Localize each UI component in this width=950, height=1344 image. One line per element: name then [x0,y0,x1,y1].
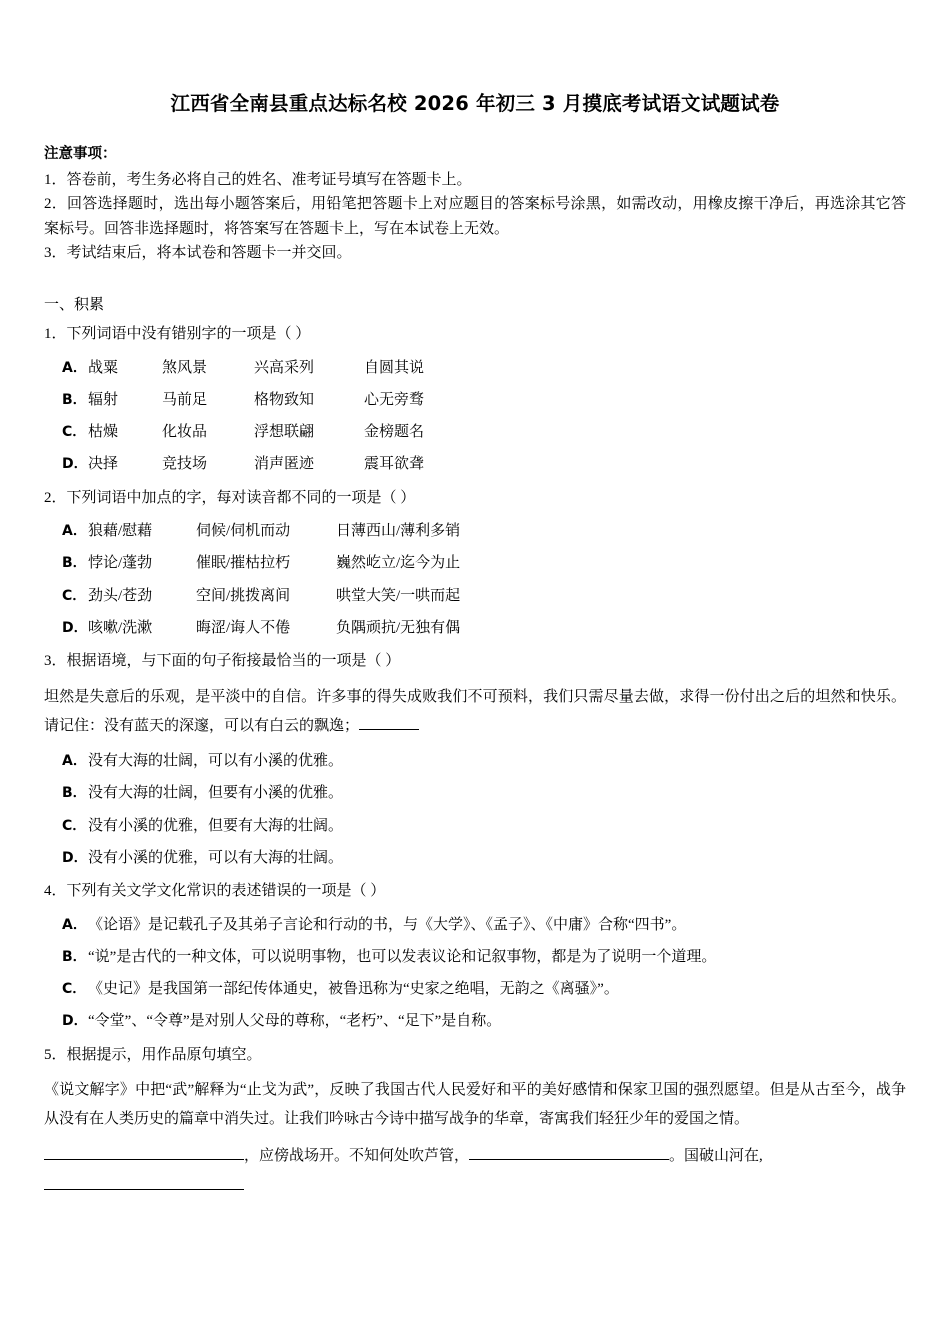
option-cell: 化妆品 [162,424,208,441]
option-cell: 日薄西山/薄利多销 [336,523,461,540]
option-cell: 震耳欲聋 [364,456,425,473]
option-cell: 煞风景 [162,359,208,376]
option-row[interactable] [62,750,906,773]
option-row[interactable] [62,552,906,575]
option-cell: 心无旁骛 [364,391,425,408]
option-list [44,520,906,640]
option-label: C． [62,817,87,834]
option-text: “说”是古代的一种文体，可以说明事物，也可以发表议论和记叙事物，都是为了说明一个道理。 [88,948,717,965]
question-passage: 《说文解字》中把“武”解释为“止戈为武”，反映了我国古代人民爱好和平的美好感情和保家卫国的强烈愿望。但是从古至今，战争从没有在人类历史的篇章中消失过。让我们吟咏古今诗中描写战争的华章，寄寓我们轻狂少年的爱国之情。 [44,1082,906,1128]
option-cell: 负隅顽抗/无独有偶 [336,619,461,636]
question-stem: 3．根据语境，与下面的句子衔接最恰当的一项是（ ） [44,653,401,670]
option-label: A． [62,523,87,540]
option-row[interactable] [62,1010,906,1033]
question-stem: 4．下列有关文学文化常识的表述错误的一项是（ ） [44,883,386,900]
option-list [44,914,906,1034]
option-row[interactable] [62,453,906,476]
section-heading: 一、积累 [44,297,105,314]
option-cell: 竞技场 [162,456,208,473]
option-row[interactable] [62,815,906,838]
option-row[interactable] [62,946,906,969]
option-label: D． [62,456,88,473]
fill-in-line [44,1141,906,1201]
option-text: 《论语》是记载孔子及其弟子言论和行动的书，与《大学》、《孟子》、《中庸》合称“四书”。 [88,916,687,933]
option-label: C． [62,424,87,441]
option-cell: 辐射 [88,391,119,408]
notice-line-2: 2．回答选择题时，选出每小题答案后，用铅笔把答题卡上对应题目的答案标号涂黑，如需改动，用橡皮擦干净后，再选涂其它答案标号。回答非选择题时，将答案写在答题卡上，写在本试卷上无效。 [44,196,906,237]
answer-blank[interactable] [44,1159,244,1160]
question-1 [44,322,906,477]
option-text: 没有大海的壮阔，但要有小溪的优雅。 [88,785,344,802]
option-row[interactable] [62,782,906,805]
option-row[interactable] [62,978,906,1001]
option-label: A． [62,359,87,376]
notice-line-1: 1．答卷前，考生务必将自己的姓名、准考证号填写在答题卡上。 [44,172,472,188]
question-passage [44,683,906,742]
option-row[interactable] [62,357,906,380]
answer-blank[interactable] [359,729,419,730]
notice-heading: 注意事项： [44,146,117,162]
option-text: 《史记》是我国第一部纪传体通史，被鲁迅称为“史家之绝唱，无韵之《离骚》”。 [88,981,619,998]
answer-blank[interactable] [44,1189,244,1190]
option-label: C． [62,981,87,998]
option-cell: 伺候/伺机而动 [196,523,291,540]
option-label: A． [62,916,87,933]
option-text: 没有小溪的优雅，可以有大海的壮阔。 [88,849,344,866]
question-3 [44,649,906,870]
option-label: D． [62,849,88,866]
option-cell: 巍然屹立/迄今为止 [336,555,461,572]
option-cell: 马前足 [162,391,208,408]
option-cell: 自圆其说 [364,359,425,376]
option-cell: 消声匿迹 [254,456,315,473]
option-cell: 枯燥 [88,424,119,441]
option-label: B． [62,391,87,408]
option-text: 没有小溪的优雅，但要有大海的壮阔。 [88,817,344,834]
option-text: “令堂”、“令尊”是对别人父母的尊称，“老朽”、“足下”是自称。 [88,1013,502,1030]
question-2 [44,486,906,641]
notice-block [44,142,906,265]
option-cell: 空间/挑拨离间 [196,587,291,604]
option-list [44,750,906,870]
question-4 [44,879,906,1034]
option-row[interactable] [62,914,906,937]
option-label: B． [62,555,87,572]
option-cell: 战粟 [88,359,119,376]
option-label: D． [62,619,88,636]
option-cell: 悖论/蓬勃 [88,555,153,572]
option-label: D． [62,1013,88,1030]
option-text: 没有大海的壮阔，可以有小溪的优雅。 [88,753,344,770]
option-label: A． [62,753,87,770]
option-row[interactable] [62,617,906,640]
option-cell: 狼藉/慰藉 [88,523,153,540]
question-stem: 5．根据提示，用作品原句填空。 [44,1046,262,1063]
question-stem: 2．下列词语中加点的字，每对读音都不同的一项是（ ） [44,489,416,506]
option-row[interactable] [62,389,906,412]
option-cell: 晦涩/诲人不倦 [196,619,291,636]
option-row[interactable] [62,847,906,870]
option-row[interactable] [62,520,906,543]
option-row[interactable] [62,585,906,608]
option-row[interactable] [62,421,906,444]
option-list [44,357,906,477]
option-cell: 催眠/摧枯拉朽 [196,555,291,572]
fill-text: ，应傍战场开。不知何处吹芦管， [244,1147,470,1164]
option-cell: 浮想联翩 [254,424,315,441]
option-label: B． [62,948,87,965]
page-title: 江西省全南县重点达标名校 2026 年初三 3 月摸底考试语文试题试卷 [170,92,780,115]
notice-line-3: 3．考试结束后，将本试卷和答题卡一并交回。 [44,244,352,261]
fill-text: 。国破山河在, [669,1147,763,1164]
option-label: B． [62,785,87,802]
option-label: C． [62,587,87,604]
option-cell: 决择 [88,456,119,473]
option-cell: 格物致知 [254,391,315,408]
option-cell: 哄堂大笑/一哄而起 [336,587,461,604]
option-cell: 劲头/苍劲 [88,587,153,604]
option-cell: 兴高采列 [254,359,315,376]
answer-blank[interactable] [469,1159,669,1160]
option-cell: 咳嗽/洗漱 [88,619,153,636]
question-stem: 1．下列词语中没有错别字的一项是（ ） [44,326,311,343]
option-cell: 金榜题名 [364,424,425,441]
question-5 [44,1043,906,1201]
passage-text: 坦然是失意后的乐观，是平淡中的自信。许多事的得失成败我们不可预料，我们只需尽量去做，求得一份付出之后的坦然和快乐。请记住：没有蓝天的深邃，可以有白云的飘逸； [44,688,906,734]
